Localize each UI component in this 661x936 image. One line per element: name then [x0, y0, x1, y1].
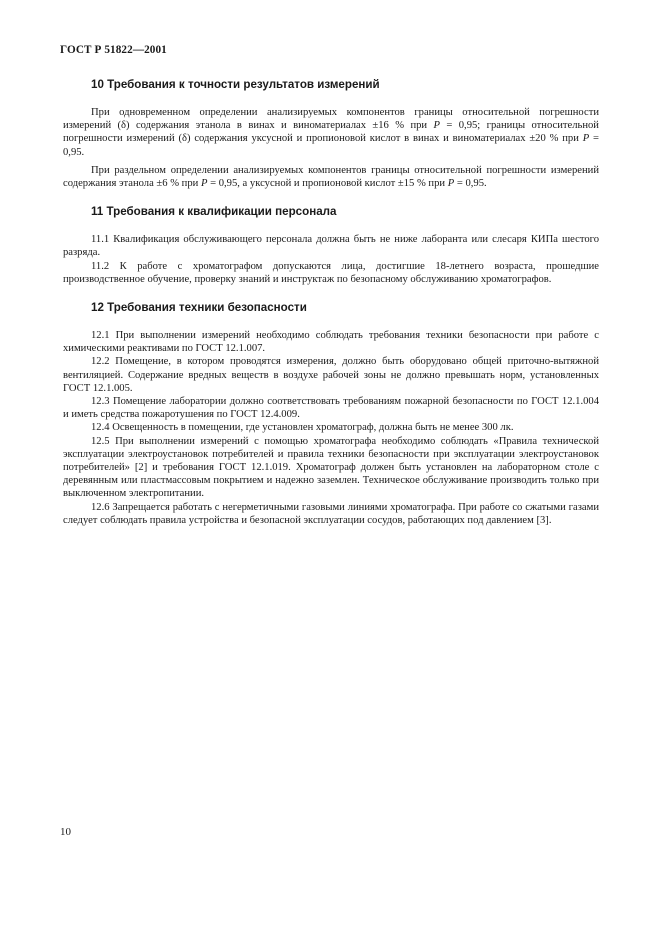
paragraph: 12.6 Запрещается работать с негерметичными газовыми линиями хроматографа. При работе со сжатыми газами следует соблюдать правила устройства и безопасной эксплуатации сосудов, работающих под давлением [3].: [63, 501, 599, 526]
section-title: 12 Требования техники безопасности: [91, 301, 307, 315]
section-10: [63, 78, 599, 190]
document-header: ГОСТ Р 51822—2001: [60, 44, 167, 56]
paragraph: 12.3 Помещение лаборатории должно соответствовать требованиям пожарной безопасности по ГОСТ 12.1.004 и иметь средства пожаротушения по ГОСТ 12.4.009.: [63, 396, 599, 421]
section-title: 10 Требования к точности результатов измерений: [91, 78, 380, 91]
paragraph: 12.1 При выполнении измерений необходимо соблюдать требования техники безопасности при работе с химическими реактивами по ГОСТ 12.1.007.: [63, 330, 599, 355]
paragraph: 12.2 Помещение, в котором проводятся измерения, должно быть оборудовано общей приточно-вытяжной вентиляцией. Содержание вредных веществ в воздухе рабочей зоны не должно превышать норм, установленных ГОСТ 12.1.005.: [63, 356, 599, 394]
page-body: [63, 78, 599, 542]
section-11: [63, 205, 599, 286]
paragraph: 12.4 Освещенность в помещении, где установлен хроматограф, должна быть не менее 300 лк.: [91, 422, 514, 434]
section-title: 11 Требования к квалификации персонала: [91, 205, 337, 219]
paragraph: При одновременном определении анализируемых компонентов границы относительной погрешности измерений (δ) содержания этанола в винах и виноматериалах ±16 % при P = 0,95; границы относительной погрешности измерений (δ) содержания уксусной и пропионовой кислот в винах и виноматериалах ±20 % при P = 0,95.: [63, 107, 600, 158]
section-12: [63, 301, 599, 527]
page-number: 10: [60, 826, 71, 838]
paragraph: 11.1 Квалификация обслуживающего персонала должна быть не ниже лаборанта или слесаря КИПа шестого разряда.: [63, 234, 599, 259]
paragraph: 11.2 К работе с хроматографом допускаются лица, достигшие 18-летнего возраста, прошедшие производственное обучение, проверку знаний и инструктаж по безопасному обслуживанию хроматографов.: [63, 260, 599, 285]
paragraph: При раздельном определении анализируемых компонентов границы относительной погрешности измерений содержания этанола ±6 % при P = 0,95, а уксусной и пропионовой кислот ±15 % при P = 0,95.: [63, 164, 599, 190]
paragraph: 12.5 При выполнении измерений с помощью хроматографа необходимо соблюдать «Правила технической эксплуатации электроустановок потребителей и правила техники безопасности при эксплуатации электроустановок потребителей» [2] и требования ГОСТ 12.1.019. Хроматограф должен быть установлен на лабораторном столе с деревянным или пластмассовым покрытием и надежно заземлен. Техническое обслуживание производить только при выключенном электропитании.: [63, 435, 599, 500]
